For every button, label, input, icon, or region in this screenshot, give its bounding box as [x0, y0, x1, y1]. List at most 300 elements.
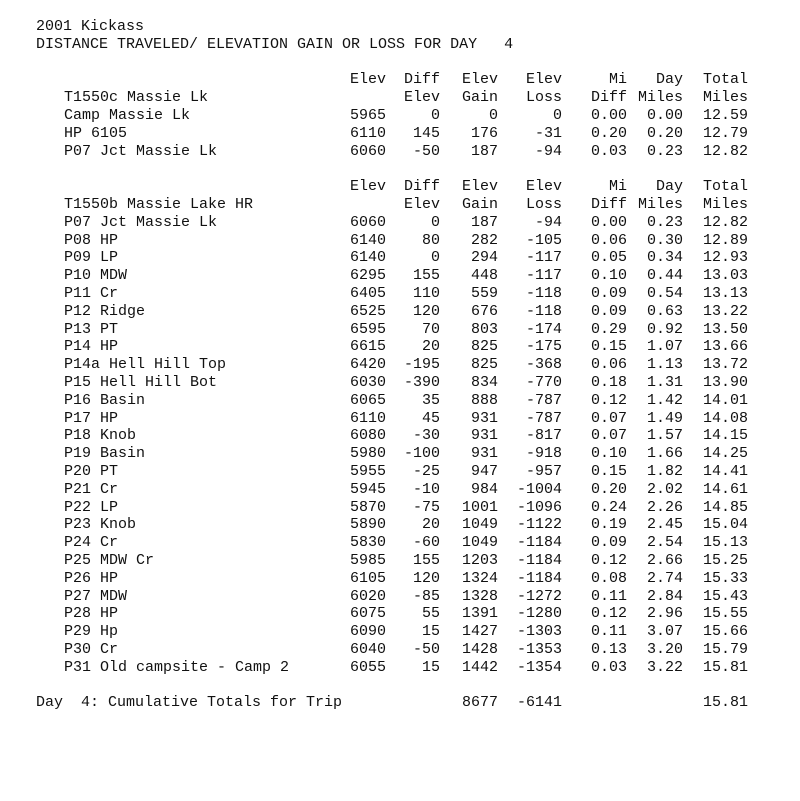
table-row: [36, 588, 776, 606]
cell-total-miles: 15.25: [702, 551, 748, 569]
cell-total-miles: 15.43: [702, 587, 748, 605]
table-row: [36, 321, 776, 339]
cell-diff: 145: [412, 124, 440, 142]
cell-elev-loss: -787: [525, 409, 562, 427]
table-row: [36, 303, 776, 321]
column-header-elev: Elev: [349, 178, 386, 196]
table-row: [36, 659, 776, 677]
cell-elev-loss: -1303: [516, 623, 562, 641]
section-header-row: [36, 196, 776, 214]
waypoint-name: P20 PT: [64, 462, 119, 480]
cell-elev-gain: 176: [470, 124, 498, 142]
cell-elev-gain: 187: [470, 213, 498, 231]
waypoint-name: P12 Ridge: [64, 302, 146, 320]
cell-day-miles: 0.00: [646, 106, 683, 124]
cell-mi-diff: 0.05: [590, 249, 627, 267]
cell-elev-gain: 825: [470, 338, 498, 356]
cell-elev: 6140: [349, 249, 386, 267]
cell-elev-gain: 187: [470, 142, 498, 160]
column-subheader-total-miles: Miles: [702, 195, 748, 213]
cell-day-miles: 0.23: [646, 142, 683, 160]
cell-total-miles: 12.79: [702, 124, 748, 142]
waypoint-name: P28 HP: [64, 605, 119, 623]
table-row: [36, 338, 776, 356]
cell-diff: -100: [403, 445, 440, 463]
waypoint-name: P31 Old campsite - Camp 2: [64, 658, 290, 676]
cell-total-miles: 14.08: [702, 409, 748, 427]
cell-mi-diff: 0.12: [590, 605, 627, 623]
cell-mi-diff: 0.15: [590, 462, 627, 480]
cell-elev-gain: 1427: [461, 623, 498, 641]
table-row: [36, 249, 776, 267]
cell-elev-loss: -117: [525, 249, 562, 267]
section-block: [36, 178, 776, 676]
cell-elev-gain: 947: [470, 462, 498, 480]
cell-mi-diff: 0.03: [590, 658, 627, 676]
cell-total-miles: 15.55: [702, 605, 748, 623]
cell-mi-diff: 0.09: [590, 302, 627, 320]
cell-elev-gain: 888: [470, 391, 498, 409]
cell-mi-diff: 0.20: [590, 124, 627, 142]
spacer: [36, 160, 776, 178]
cell-diff: 0: [430, 213, 440, 231]
cell-elev: 6075: [349, 605, 386, 623]
cell-elev: 6110: [349, 124, 386, 142]
cell-elev-loss: -118: [525, 302, 562, 320]
footer-total-miles: 15.81: [702, 694, 748, 712]
section-name: T1550b Massie Lake HR: [64, 195, 254, 213]
cell-elev: 6065: [349, 391, 386, 409]
cell-elev-gain: 1049: [461, 516, 498, 534]
cell-mi-diff: 0.29: [590, 320, 627, 338]
cell-mi-diff: 0.13: [590, 640, 627, 658]
table-row: [36, 285, 776, 303]
waypoint-name: P08 HP: [64, 231, 119, 249]
cell-total-miles: 13.72: [702, 356, 748, 374]
report-page: [36, 18, 776, 712]
cell-day-miles: 3.22: [646, 658, 683, 676]
cell-elev-gain: 448: [470, 267, 498, 285]
cell-elev: 5985: [349, 551, 386, 569]
cell-total-miles: 14.25: [702, 445, 748, 463]
cell-elev-loss: -918: [525, 445, 562, 463]
cell-elev: 6405: [349, 284, 386, 302]
cell-total-miles: 13.03: [702, 267, 748, 285]
cell-elev-gain: 1328: [461, 587, 498, 605]
section-block: [36, 71, 776, 160]
table-row: [36, 374, 776, 392]
table-row: [36, 427, 776, 445]
cell-elev: 5870: [349, 498, 386, 516]
sections-container: [36, 71, 776, 676]
column-subheader-day-miles: Miles: [637, 89, 683, 107]
cell-diff: 80: [421, 231, 440, 249]
cell-elev-gain: 834: [470, 373, 498, 391]
cell-total-miles: 13.90: [702, 373, 748, 391]
cell-elev: 6295: [349, 267, 386, 285]
cell-diff: -30: [412, 427, 440, 445]
cell-elev-loss: -117: [525, 267, 562, 285]
waypoint-name: P18 Knob: [64, 427, 137, 445]
cell-elev: 6060: [349, 213, 386, 231]
cell-diff: 20: [421, 338, 440, 356]
cell-elev-loss: -1004: [516, 480, 562, 498]
cell-elev-loss: -368: [525, 356, 562, 374]
cell-elev-loss: -1184: [516, 569, 562, 587]
cell-total-miles: 12.82: [702, 142, 748, 160]
table-row: [36, 143, 776, 161]
cell-mi-diff: 0.00: [590, 106, 627, 124]
cell-elev-gain: 1442: [461, 658, 498, 676]
cell-elev-loss: -94: [534, 142, 562, 160]
table-row: [36, 534, 776, 552]
cell-elev-loss: -1184: [516, 551, 562, 569]
cell-total-miles: 15.33: [702, 569, 748, 587]
table-row: [36, 570, 776, 588]
cell-day-miles: 0.20: [646, 124, 683, 142]
cell-elev-gain: 984: [470, 480, 498, 498]
cell-day-miles: 0.34: [646, 249, 683, 267]
cell-elev: 6105: [349, 569, 386, 587]
cell-mi-diff: 0.15: [590, 338, 627, 356]
cell-day-miles: 1.31: [646, 373, 683, 391]
cell-mi-diff: 0.20: [590, 480, 627, 498]
cell-elev-gain: 0: [488, 106, 498, 124]
cell-mi-diff: 0.11: [590, 587, 627, 605]
cell-mi-diff: 0.09: [590, 284, 627, 302]
cell-mi-diff: 0.12: [590, 551, 627, 569]
cell-diff: 120: [412, 302, 440, 320]
cell-diff: 55: [421, 605, 440, 623]
cell-mi-diff: 0.07: [590, 409, 627, 427]
cell-elev-gain: 676: [470, 302, 498, 320]
cell-elev: 6140: [349, 231, 386, 249]
waypoint-name: HP 6105: [64, 124, 128, 142]
waypoint-name: P19 Basin: [64, 445, 146, 463]
cell-elev-loss: -105: [525, 231, 562, 249]
section-name: T1550c Massie Lk: [64, 89, 209, 107]
cell-mi-diff: 0.11: [590, 623, 627, 641]
column-subheader-elev-gain: Gain: [461, 195, 498, 213]
cell-elev-loss: -118: [525, 284, 562, 302]
spacer: [36, 676, 776, 694]
cell-mi-diff: 0.03: [590, 142, 627, 160]
waypoint-name: P13 PT: [64, 320, 119, 338]
cell-mi-diff: 0.19: [590, 516, 627, 534]
table-row: [36, 463, 776, 481]
cell-day-miles: 2.66: [646, 551, 683, 569]
cell-day-miles: 0.54: [646, 284, 683, 302]
cell-mi-diff: 0.10: [590, 267, 627, 285]
waypoint-name: P21 Cr: [64, 480, 119, 498]
column-header-total-miles: Total: [702, 178, 748, 196]
footer-label: Day 4: Cumulative Totals for Trip: [36, 694, 343, 712]
waypoint-name: P09 LP: [64, 249, 119, 267]
cell-diff: -10: [412, 480, 440, 498]
table-row: [36, 392, 776, 410]
table-row: [36, 605, 776, 623]
cell-day-miles: 2.26: [646, 498, 683, 516]
cell-elev-gain: 1428: [461, 640, 498, 658]
cell-mi-diff: 0.09: [590, 534, 627, 552]
column-header-mi-diff: Mi: [608, 178, 627, 196]
waypoint-name: P26 HP: [64, 569, 119, 587]
cell-total-miles: 14.01: [702, 391, 748, 409]
cell-elev: 6615: [349, 338, 386, 356]
cell-total-miles: 14.85: [702, 498, 748, 516]
waypoint-name: P15 Hell Hill Bot: [64, 373, 218, 391]
cell-elev-gain: 825: [470, 356, 498, 374]
cell-mi-diff: 0.08: [590, 569, 627, 587]
cell-mi-diff: 0.06: [590, 356, 627, 374]
waypoint-name: P10 MDW: [64, 267, 128, 285]
table-row: [36, 516, 776, 534]
cell-day-miles: 0.44: [646, 267, 683, 285]
column-header-elev-loss: Elev: [525, 71, 562, 89]
waypoint-name: P16 Basin: [64, 391, 146, 409]
section-header-row: [36, 89, 776, 107]
column-header-diff: Diff: [403, 71, 440, 89]
cell-day-miles: 0.23: [646, 213, 683, 231]
cell-day-miles: 0.30: [646, 231, 683, 249]
cell-day-miles: 3.20: [646, 640, 683, 658]
cell-total-miles: 13.66: [702, 338, 748, 356]
cell-elev-loss: -94: [534, 213, 562, 231]
cell-elev-loss: -957: [525, 462, 562, 480]
cell-diff: -75: [412, 498, 440, 516]
cell-day-miles: 2.74: [646, 569, 683, 587]
cell-total-miles: 12.89: [702, 231, 748, 249]
cell-diff: -85: [412, 587, 440, 605]
cell-diff: -195: [403, 356, 440, 374]
waypoint-name: Camp Massie Lk: [64, 106, 191, 124]
cell-total-miles: 14.61: [702, 480, 748, 498]
cell-elev-loss: -31: [534, 124, 562, 142]
cell-day-miles: 2.02: [646, 480, 683, 498]
cell-mi-diff: 0.07: [590, 427, 627, 445]
column-subheader-total-miles: Miles: [702, 89, 748, 107]
cell-elev-loss: -1353: [516, 640, 562, 658]
waypoint-name: P24 Cr: [64, 534, 119, 552]
cell-diff: 0: [430, 106, 440, 124]
footer-gain: 8677: [461, 694, 498, 712]
cell-elev: 5955: [349, 462, 386, 480]
cell-diff: 110: [412, 284, 440, 302]
cell-elev-gain: 931: [470, 427, 498, 445]
cell-elev: 5945: [349, 480, 386, 498]
table-row: [36, 481, 776, 499]
column-header-row: [36, 71, 776, 89]
cell-diff: 155: [412, 551, 440, 569]
cell-elev: 6420: [349, 356, 386, 374]
cell-elev-loss: -1280: [516, 605, 562, 623]
column-header-mi-diff: Mi: [608, 71, 627, 89]
column-subheader-mi-diff: Diff: [590, 195, 627, 213]
cell-total-miles: 13.50: [702, 320, 748, 338]
table-row: [36, 410, 776, 428]
cell-diff: 45: [421, 409, 440, 427]
cell-diff: 70: [421, 320, 440, 338]
cell-elev-loss: -787: [525, 391, 562, 409]
cell-elev-gain: 559: [470, 284, 498, 302]
cell-diff: 15: [421, 658, 440, 676]
cell-elev-gain: 1324: [461, 569, 498, 587]
cell-day-miles: 3.07: [646, 623, 683, 641]
cell-elev-loss: -1096: [516, 498, 562, 516]
cell-day-miles: 0.63: [646, 302, 683, 320]
table-row: [36, 445, 776, 463]
cell-elev: 6020: [349, 587, 386, 605]
cell-elev-gain: 1391: [461, 605, 498, 623]
waypoint-name: P27 MDW: [64, 587, 128, 605]
cell-elev: 6595: [349, 320, 386, 338]
cell-total-miles: 12.59: [702, 106, 748, 124]
column-subheader-elev-loss: Loss: [525, 195, 562, 213]
cell-day-miles: 0.92: [646, 320, 683, 338]
waypoint-name: P22 LP: [64, 498, 119, 516]
cell-elev-loss: -1272: [516, 587, 562, 605]
cell-total-miles: 15.13: [702, 534, 748, 552]
cell-elev: 6055: [349, 658, 386, 676]
cell-diff: -50: [412, 640, 440, 658]
table-row: [36, 623, 776, 641]
column-header-total-miles: Total: [702, 71, 748, 89]
table-row: [36, 641, 776, 659]
table-row: [36, 214, 776, 232]
cell-total-miles: 13.13: [702, 284, 748, 302]
cell-elev: 6080: [349, 427, 386, 445]
table-row: [36, 107, 776, 125]
cell-day-miles: 1.13: [646, 356, 683, 374]
table-row: [36, 499, 776, 517]
column-header-diff: Diff: [403, 178, 440, 196]
cell-day-miles: 2.96: [646, 605, 683, 623]
waypoint-name: P14a Hell Hill Top: [64, 356, 227, 374]
cell-elev-loss: -175: [525, 338, 562, 356]
cell-total-miles: 14.15: [702, 427, 748, 445]
waypoint-name: P07 Jct Massie Lk: [64, 142, 218, 160]
cell-diff: 20: [421, 516, 440, 534]
cell-elev: 6110: [349, 409, 386, 427]
cell-total-miles: 12.82: [702, 213, 748, 231]
cell-mi-diff: 0.10: [590, 445, 627, 463]
cell-elev-gain: 294: [470, 249, 498, 267]
waypoint-name: P25 MDW Cr: [64, 551, 155, 569]
cell-diff: 15: [421, 623, 440, 641]
cell-elev-gain: 931: [470, 445, 498, 463]
cell-elev: 5830: [349, 534, 386, 552]
table-row: [36, 125, 776, 143]
column-header-elev-loss: Elev: [525, 178, 562, 196]
waypoint-name: P30 Cr: [64, 640, 119, 658]
table-row: [36, 552, 776, 570]
column-header-row: [36, 178, 776, 196]
cell-elev: 6525: [349, 302, 386, 320]
cell-total-miles: 13.22: [702, 302, 748, 320]
cell-elev-loss: -770: [525, 373, 562, 391]
cell-diff: -60: [412, 534, 440, 552]
waypoint-name: P07 Jct Massie Lk: [64, 213, 218, 231]
cell-total-miles: 12.93: [702, 249, 748, 267]
spacer: [36, 54, 776, 72]
cell-elev-loss: -174: [525, 320, 562, 338]
cell-elev: 5890: [349, 516, 386, 534]
cell-total-miles: 15.79: [702, 640, 748, 658]
column-header-day-miles: Day: [655, 178, 683, 196]
cell-mi-diff: 0.12: [590, 391, 627, 409]
cell-diff: 0: [430, 249, 440, 267]
column-subheader-diff: Elev: [403, 195, 440, 213]
column-subheader-diff: Elev: [403, 89, 440, 107]
cell-day-miles: 1.42: [646, 391, 683, 409]
column-header-elev-gain: Elev: [461, 71, 498, 89]
cell-total-miles: 14.41: [702, 462, 748, 480]
cell-day-miles: 1.66: [646, 445, 683, 463]
cell-elev: 5965: [349, 106, 386, 124]
column-subheader-elev-gain: Gain: [461, 89, 498, 107]
cell-elev-gain: 803: [470, 320, 498, 338]
column-header-day-miles: Day: [655, 71, 683, 89]
waypoint-name: P11 Cr: [64, 284, 119, 302]
cell-elev-gain: 931: [470, 409, 498, 427]
cell-elev: 5980: [349, 445, 386, 463]
cell-elev-gain: 1203: [461, 551, 498, 569]
cell-diff: 35: [421, 391, 440, 409]
cell-diff: 120: [412, 569, 440, 587]
cumulative-totals-row: [36, 694, 776, 712]
cell-total-miles: 15.81: [702, 658, 748, 676]
cell-elev-gain: 1001: [461, 498, 498, 516]
cell-elev: 6060: [349, 142, 386, 160]
cell-day-miles: 2.45: [646, 516, 683, 534]
cell-elev: 6030: [349, 373, 386, 391]
column-header-elev: Elev: [349, 71, 386, 89]
waypoint-name: P29 Hp: [64, 623, 119, 641]
cell-mi-diff: 0.18: [590, 373, 627, 391]
waypoint-name: P17 HP: [64, 409, 119, 427]
cell-day-miles: 1.07: [646, 338, 683, 356]
waypoint-name: P23 Knob: [64, 516, 137, 534]
cell-diff: -25: [412, 462, 440, 480]
cell-elev-gain: 1049: [461, 534, 498, 552]
cell-mi-diff: 0.24: [590, 498, 627, 516]
cell-elev-loss: -1122: [516, 516, 562, 534]
cell-mi-diff: 0.06: [590, 231, 627, 249]
report-subtitle: DISTANCE TRAVELED/ ELEVATION GAIN OR LOSS FOR DAY 4: [36, 35, 514, 53]
waypoint-name: P14 HP: [64, 338, 119, 356]
cell-elev-loss: -1184: [516, 534, 562, 552]
cell-diff: -50: [412, 142, 440, 160]
cell-day-miles: 2.54: [646, 534, 683, 552]
table-row: [36, 356, 776, 374]
cell-day-miles: 1.57: [646, 427, 683, 445]
table-row: [36, 267, 776, 285]
cell-total-miles: 15.66: [702, 623, 748, 641]
cell-elev-gain: 282: [470, 231, 498, 249]
cell-diff: 155: [412, 267, 440, 285]
cell-elev: 6040: [349, 640, 386, 658]
column-subheader-mi-diff: Diff: [590, 89, 627, 107]
cell-day-miles: 2.84: [646, 587, 683, 605]
cell-mi-diff: 0.00: [590, 213, 627, 231]
cell-elev-loss: -817: [525, 427, 562, 445]
column-header-elev-gain: Elev: [461, 178, 498, 196]
cell-elev-loss: 0: [552, 106, 562, 124]
cell-day-miles: 1.49: [646, 409, 683, 427]
cell-elev-loss: -1354: [516, 658, 562, 676]
cell-day-miles: 1.82: [646, 462, 683, 480]
report-title: 2001 Kickass: [36, 18, 145, 35]
